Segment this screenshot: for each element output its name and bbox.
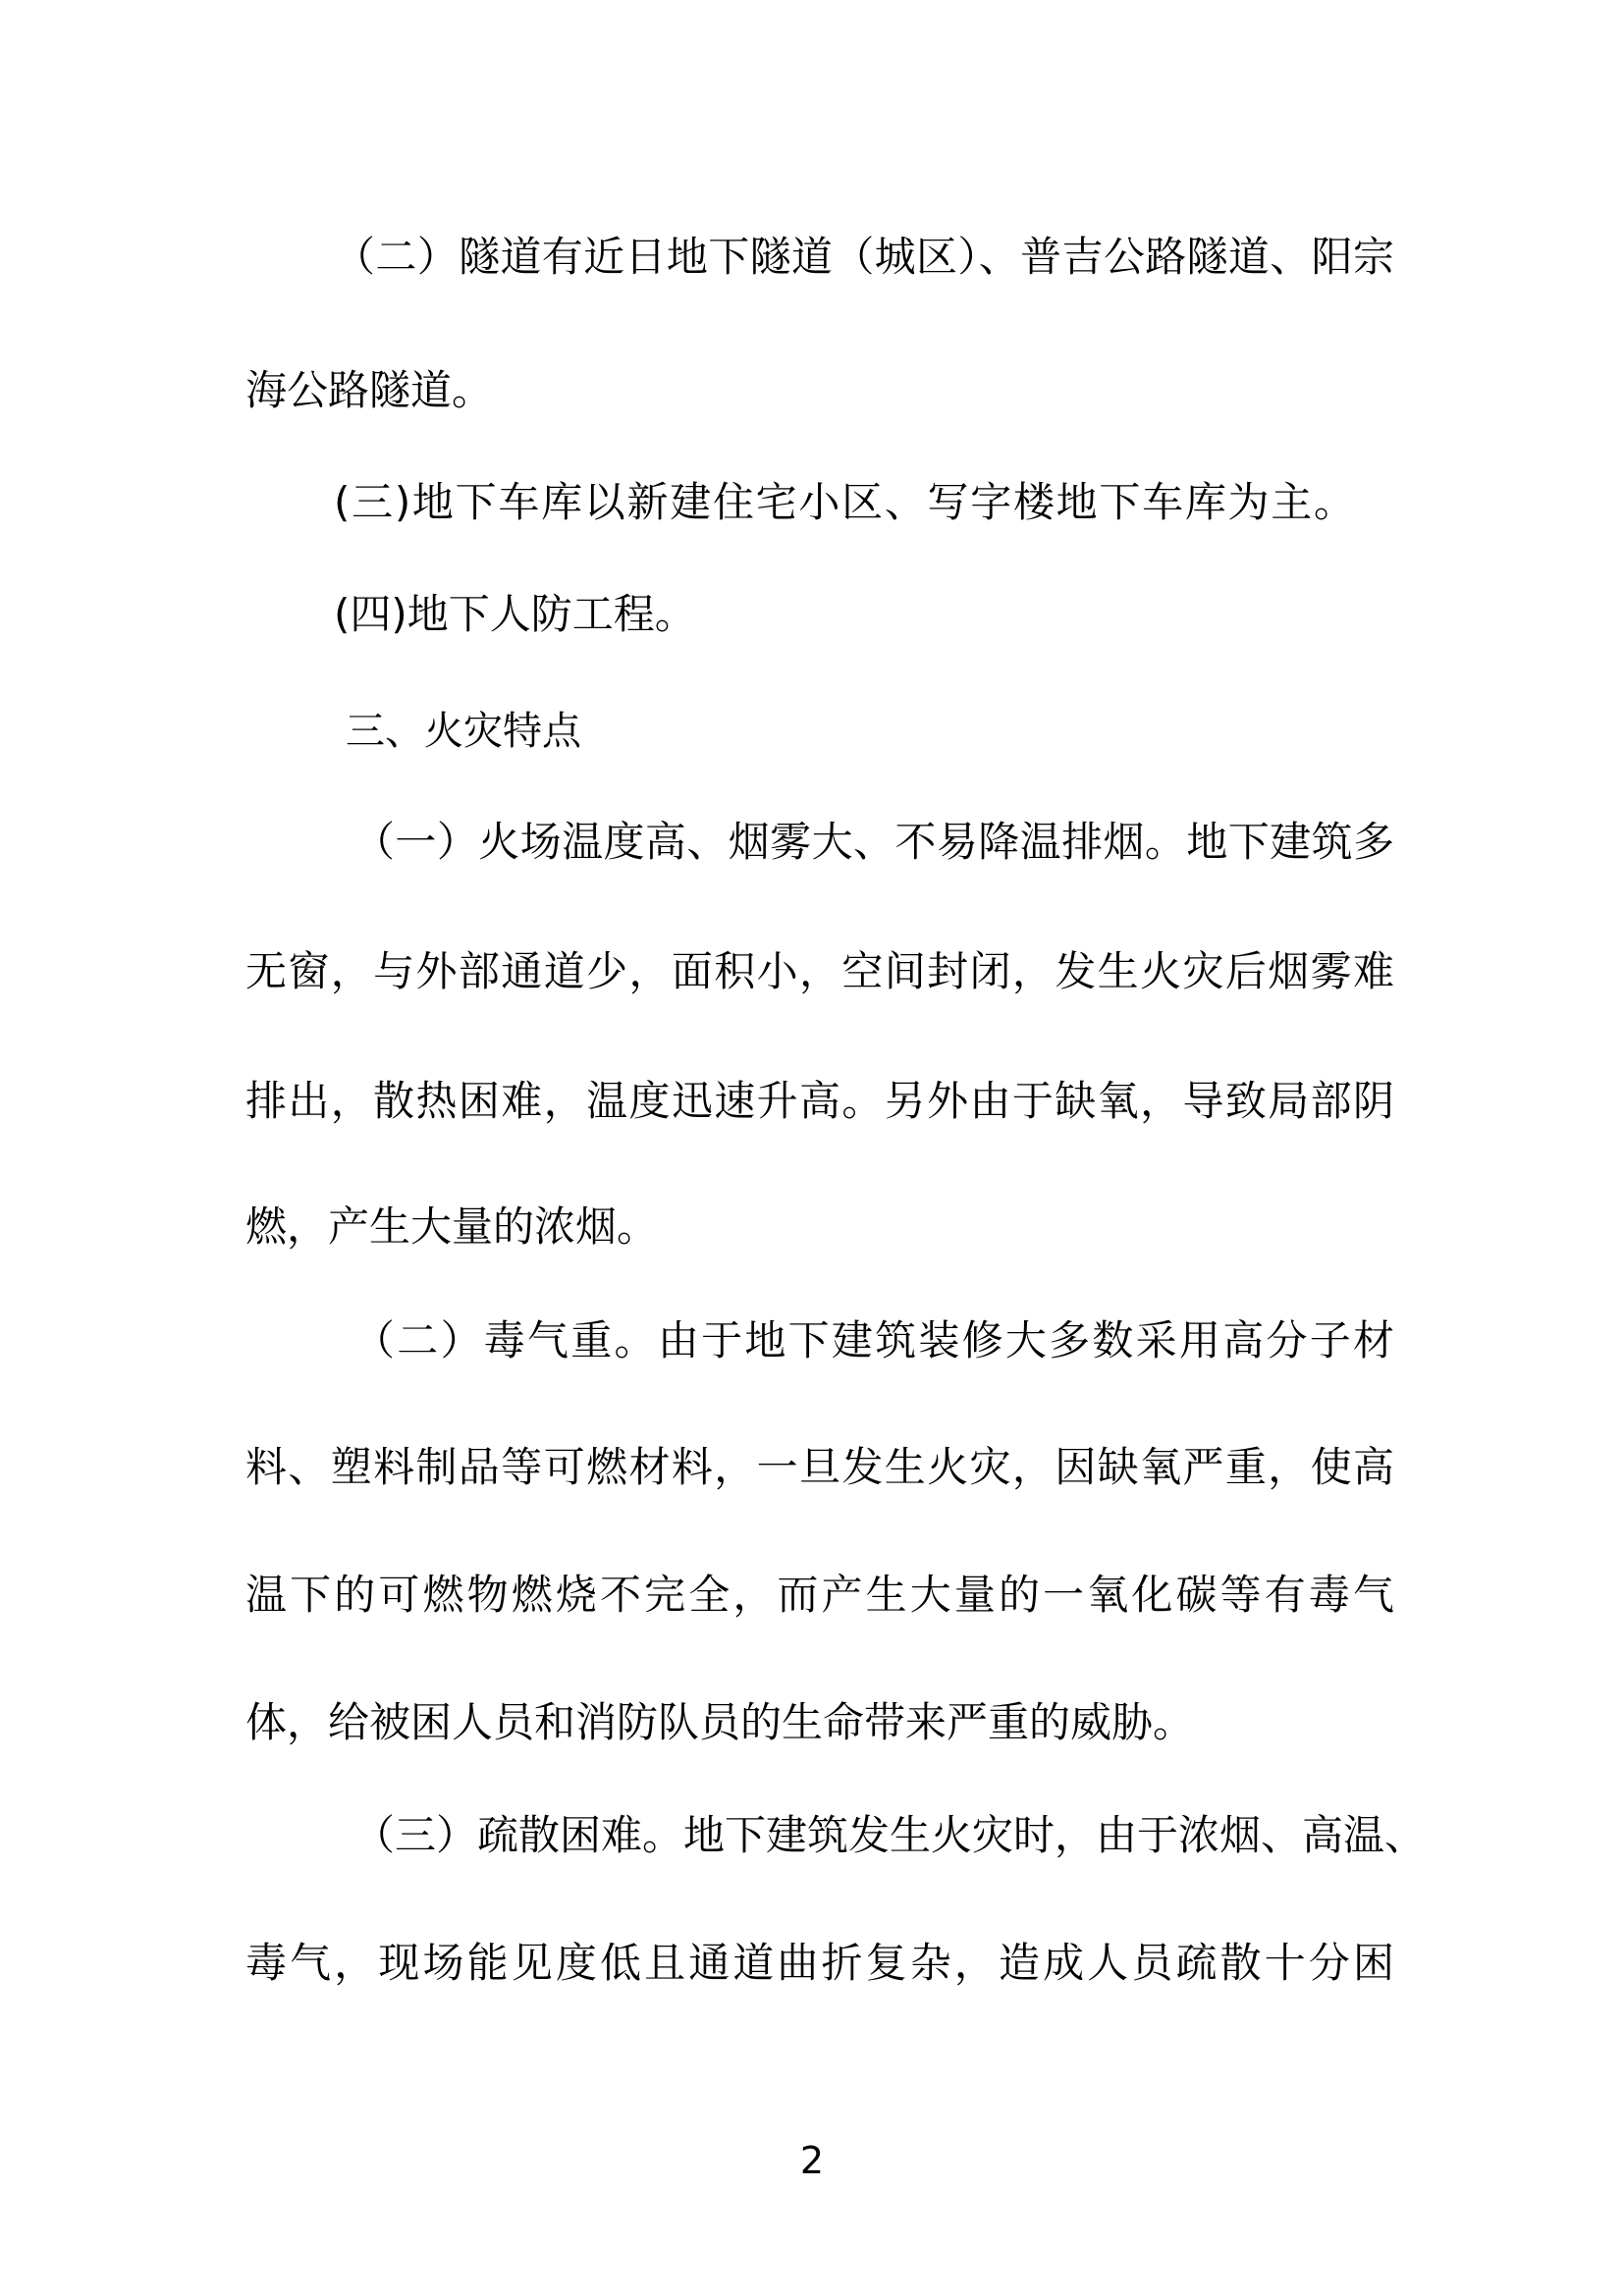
paragraph-2-line-2: 海公路隧道。 <box>245 366 494 414</box>
paragraph-6-line-3: 温下的可燃物燃烧不完全，而产生大量的一氧化碳等有毒气 <box>245 1571 1394 1619</box>
section-heading-fire-characteristics: 三、火灾特点 <box>346 709 581 754</box>
paragraph-7-line-2: 毒气，现场能见度低且通道曲折复杂，造成人员疏散十分困 <box>245 1939 1394 1987</box>
paragraph-3-line-1: (三)地下车库以新建住宅小区、写字楼地下车库为主。 <box>334 478 1355 526</box>
paragraph-6-line-1: （二）毒气重。由于地下建筑装修大多数采用高分子材 <box>353 1316 1394 1364</box>
paragraph-5-line-1: （一）火场温度高、烟雾大、不易降温排烟。地下建筑多 <box>353 818 1394 866</box>
paragraph-5-line-2: 无窗，与外部通道少，面积小，空间封闭，发生火灾后烟雾难 <box>245 947 1394 995</box>
paragraph-6-line-4: 体，给被困人员和消防队员的生命带来严重的威胁。 <box>245 1698 1195 1746</box>
paragraph-2-line-1: （二）隧道有近日地下隧道（城区）、普吉公路隧道、阳宗 <box>334 233 1394 281</box>
paragraph-4-line-1: (四)地下人防工程。 <box>334 590 696 638</box>
paragraph-5-line-3: 排出，散热困难，温度迅速升高。另外由于缺氧，导致局部阴 <box>245 1077 1394 1125</box>
page-number: 2 <box>799 2139 825 2182</box>
paragraph-7-line-1: （三）疏散困难。地下建筑发生火灾时，由于浓烟、高温、 <box>353 1811 1427 1859</box>
paragraph-5-line-4: 燃，产生大量的浓烟。 <box>245 1202 659 1251</box>
paragraph-6-line-2: 料、塑料制品等可燃材料，一旦发生火灾，因缺氧严重，使高 <box>245 1443 1394 1491</box>
